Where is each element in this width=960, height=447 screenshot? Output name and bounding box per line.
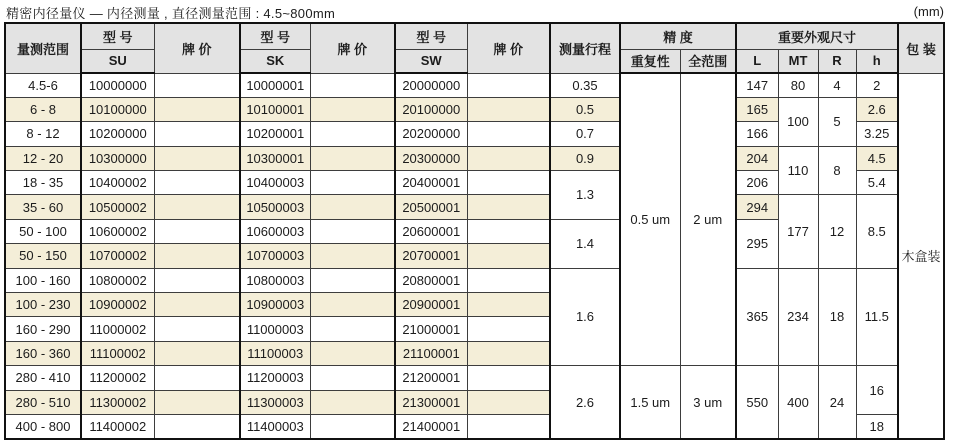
model-su-cell: 11000002 xyxy=(81,317,154,341)
range-cell: 50 - 100 xyxy=(5,219,81,243)
price-sk-cell xyxy=(310,195,395,219)
price-sk-cell xyxy=(310,366,395,390)
col-header-series-sk: SK xyxy=(240,49,310,73)
price-sw-cell xyxy=(467,219,550,243)
full-range-cell: 2 um xyxy=(680,73,736,366)
price-su-cell xyxy=(154,366,240,390)
table-row xyxy=(5,366,944,390)
table-row xyxy=(5,146,944,170)
price-sw-cell xyxy=(467,146,550,170)
model-sw-cell: 20200000 xyxy=(395,122,467,146)
price-sw-cell xyxy=(467,366,550,390)
dim-L-cell: 165 xyxy=(736,97,778,121)
model-sk-cell: 10200001 xyxy=(240,122,310,146)
col-header-dim-L: L xyxy=(736,49,778,73)
stroke-cell: 1.6 xyxy=(550,268,620,366)
col-header-dimensions: 重要外观尺寸 xyxy=(736,23,898,49)
dim-h-cell: 4.5 xyxy=(856,146,898,170)
model-sw-cell: 21300001 xyxy=(395,390,467,414)
price-sk-cell xyxy=(310,73,395,97)
dim-R-cell: 12 xyxy=(818,195,856,268)
col-header-dim-h: h xyxy=(856,49,898,73)
range-cell: 12 - 20 xyxy=(5,146,81,170)
dim-R-cell: 8 xyxy=(818,146,856,195)
model-sk-cell: 11200003 xyxy=(240,366,310,390)
range-cell: 8 - 12 xyxy=(5,122,81,146)
model-sk-cell: 11400003 xyxy=(240,414,310,439)
price-sk-cell xyxy=(310,171,395,195)
col-header-series-su: SU xyxy=(81,49,154,73)
model-su-cell: 10300000 xyxy=(81,146,154,170)
price-su-cell xyxy=(154,244,240,268)
col-header-price-sk: 牌 价 xyxy=(310,23,395,73)
price-su-cell xyxy=(154,268,240,292)
dim-h-cell: 18 xyxy=(856,414,898,439)
model-sk-cell: 10400003 xyxy=(240,171,310,195)
range-cell: 35 - 60 xyxy=(5,195,81,219)
table-header xyxy=(5,23,944,73)
price-su-cell xyxy=(154,341,240,365)
dim-R-cell: 24 xyxy=(818,366,856,439)
price-sk-cell xyxy=(310,414,395,439)
col-header-packing: 包 装 xyxy=(898,23,944,73)
dim-MT-cell: 234 xyxy=(778,268,818,366)
model-sk-cell: 10700003 xyxy=(240,244,310,268)
col-header-repeatability: 重复性 xyxy=(620,49,680,73)
dim-h-cell: 8.5 xyxy=(856,195,898,268)
col-header-model-su: 型 号 xyxy=(81,23,154,49)
model-sw-cell: 20800001 xyxy=(395,268,467,292)
price-sw-cell xyxy=(467,341,550,365)
price-sw-cell xyxy=(467,317,550,341)
price-su-cell xyxy=(154,146,240,170)
dim-h-cell: 11.5 xyxy=(856,268,898,366)
range-cell: 160 - 360 xyxy=(5,341,81,365)
price-su-cell xyxy=(154,390,240,414)
full-range-cell: 3 um xyxy=(680,366,736,439)
packing-cell: 木盒装 xyxy=(898,73,944,439)
stroke-cell: 0.7 xyxy=(550,122,620,146)
dim-R-cell: 5 xyxy=(818,97,856,146)
model-sw-cell: 21100001 xyxy=(395,341,467,365)
model-sk-cell: 10600003 xyxy=(240,219,310,243)
price-sw-cell xyxy=(467,244,550,268)
col-header-range: 量测范围 xyxy=(5,23,81,73)
range-cell: 18 - 35 xyxy=(5,171,81,195)
model-sk-cell: 11000003 xyxy=(240,317,310,341)
dim-h-cell: 5.4 xyxy=(856,171,898,195)
price-sw-cell xyxy=(467,73,550,97)
dim-h-cell: 2 xyxy=(856,73,898,97)
table-body xyxy=(5,73,944,439)
col-header-series-sw: SW xyxy=(395,49,467,73)
dim-MT-cell: 110 xyxy=(778,146,818,195)
table-row xyxy=(5,195,944,219)
dim-h-cell: 16 xyxy=(856,366,898,415)
price-sw-cell xyxy=(467,122,550,146)
dim-L-cell: 147 xyxy=(736,73,778,97)
repeatability-cell: 1.5 um xyxy=(620,366,680,439)
dim-L-cell: 294 xyxy=(736,195,778,219)
price-sk-cell xyxy=(310,293,395,317)
model-sk-cell: 10900003 xyxy=(240,293,310,317)
model-sk-cell: 11300003 xyxy=(240,390,310,414)
col-header-price-su: 牌 价 xyxy=(154,23,240,73)
col-header-model-sw: 型 号 xyxy=(395,23,467,49)
model-sk-cell: 10800003 xyxy=(240,268,310,292)
dim-L-cell: 550 xyxy=(736,366,778,439)
dim-R-cell: 18 xyxy=(818,268,856,366)
model-sw-cell: 20100000 xyxy=(395,97,467,121)
model-sw-cell: 20900001 xyxy=(395,293,467,317)
price-sw-cell xyxy=(467,195,550,219)
stroke-cell: 0.5 xyxy=(550,97,620,121)
price-su-cell xyxy=(154,122,240,146)
price-sk-cell xyxy=(310,122,395,146)
model-su-cell: 11100002 xyxy=(81,341,154,365)
model-sw-cell: 21000001 xyxy=(395,317,467,341)
price-su-cell xyxy=(154,97,240,121)
model-sw-cell: 21400001 xyxy=(395,414,467,439)
dim-L-cell: 295 xyxy=(736,219,778,268)
model-sk-cell: 10300001 xyxy=(240,146,310,170)
dim-L-cell: 206 xyxy=(736,171,778,195)
range-cell: 160 - 290 xyxy=(5,317,81,341)
stroke-cell: 0.35 xyxy=(550,73,620,97)
col-header-accuracy: 精 度 xyxy=(620,23,736,49)
model-sw-cell: 20300000 xyxy=(395,146,467,170)
dim-MT-cell: 100 xyxy=(778,97,818,146)
price-sk-cell xyxy=(310,341,395,365)
model-sk-cell: 10500003 xyxy=(240,195,310,219)
dim-L-cell: 365 xyxy=(736,268,778,366)
dim-L-cell: 166 xyxy=(736,122,778,146)
model-su-cell: 10500002 xyxy=(81,195,154,219)
model-sw-cell: 20400001 xyxy=(395,171,467,195)
price-su-cell xyxy=(154,219,240,243)
page-title: 精密内径量仪 — 内径测量 , 直径测量范围 : 4.5~800mm xyxy=(6,6,336,21)
unit-label: (mm) xyxy=(913,4,944,19)
range-cell: 280 - 510 xyxy=(5,390,81,414)
model-su-cell: 10800002 xyxy=(81,268,154,292)
model-su-cell: 11200002 xyxy=(81,366,154,390)
dim-h-cell: 2.6 xyxy=(856,97,898,121)
price-su-cell xyxy=(154,293,240,317)
model-su-cell: 11400002 xyxy=(81,414,154,439)
price-su-cell xyxy=(154,414,240,439)
col-header-stroke: 测量行程 xyxy=(550,23,620,73)
col-header-model-sk: 型 号 xyxy=(240,23,310,49)
stroke-cell: 2.6 xyxy=(550,366,620,439)
dim-MT-cell: 80 xyxy=(778,73,818,97)
price-sw-cell xyxy=(467,390,550,414)
model-su-cell: 10400002 xyxy=(81,171,154,195)
model-su-cell: 10000000 xyxy=(81,73,154,97)
range-cell: 400 - 800 xyxy=(5,414,81,439)
dim-R-cell: 4 xyxy=(818,73,856,97)
col-header-full-range: 全范围 xyxy=(680,49,736,73)
range-cell: 4.5-6 xyxy=(5,73,81,97)
model-sw-cell: 20500001 xyxy=(395,195,467,219)
model-su-cell: 11300002 xyxy=(81,390,154,414)
price-su-cell xyxy=(154,317,240,341)
range-cell: 100 - 160 xyxy=(5,268,81,292)
model-su-cell: 10900002 xyxy=(81,293,154,317)
range-cell: 280 - 410 xyxy=(5,366,81,390)
model-su-cell: 10700002 xyxy=(81,244,154,268)
col-header-price-sw: 牌 价 xyxy=(467,23,550,73)
price-sk-cell xyxy=(310,244,395,268)
model-sk-cell: 11100003 xyxy=(240,341,310,365)
model-su-cell: 10100000 xyxy=(81,97,154,121)
price-sk-cell xyxy=(310,219,395,243)
dim-h-cell: 3.25 xyxy=(856,122,898,146)
model-sw-cell: 20700001 xyxy=(395,244,467,268)
col-header-dim-R: R xyxy=(818,49,856,73)
price-sw-cell xyxy=(467,414,550,439)
model-sw-cell: 20000000 xyxy=(395,73,467,97)
model-su-cell: 10600002 xyxy=(81,219,154,243)
price-sw-cell xyxy=(467,293,550,317)
price-sw-cell xyxy=(467,171,550,195)
dim-MT-cell: 400 xyxy=(778,366,818,439)
price-su-cell xyxy=(154,73,240,97)
stroke-cell: 0.9 xyxy=(550,146,620,170)
price-sw-cell xyxy=(467,97,550,121)
model-sw-cell: 20600001 xyxy=(395,219,467,243)
stroke-cell: 1.3 xyxy=(550,171,620,220)
repeatability-cell: 0.5 um xyxy=(620,73,680,366)
model-sk-cell: 10000001 xyxy=(240,73,310,97)
stroke-cell: 1.4 xyxy=(550,219,620,268)
model-sw-cell: 21200001 xyxy=(395,366,467,390)
spec-table xyxy=(4,22,945,440)
price-sk-cell xyxy=(310,317,395,341)
table-row xyxy=(5,73,944,97)
range-cell: 100 - 230 xyxy=(5,293,81,317)
price-sk-cell xyxy=(310,390,395,414)
price-sk-cell xyxy=(310,97,395,121)
model-su-cell: 10200000 xyxy=(81,122,154,146)
col-header-dim-MT: MT xyxy=(778,49,818,73)
table-row xyxy=(5,97,944,121)
table-row xyxy=(5,268,944,292)
range-cell: 6 - 8 xyxy=(5,97,81,121)
price-su-cell xyxy=(154,195,240,219)
range-cell: 50 - 150 xyxy=(5,244,81,268)
model-sk-cell: 10100001 xyxy=(240,97,310,121)
dim-L-cell: 204 xyxy=(736,146,778,170)
price-sk-cell xyxy=(310,146,395,170)
dim-MT-cell: 177 xyxy=(778,195,818,268)
price-su-cell xyxy=(154,171,240,195)
price-sw-cell xyxy=(467,268,550,292)
price-sk-cell xyxy=(310,268,395,292)
